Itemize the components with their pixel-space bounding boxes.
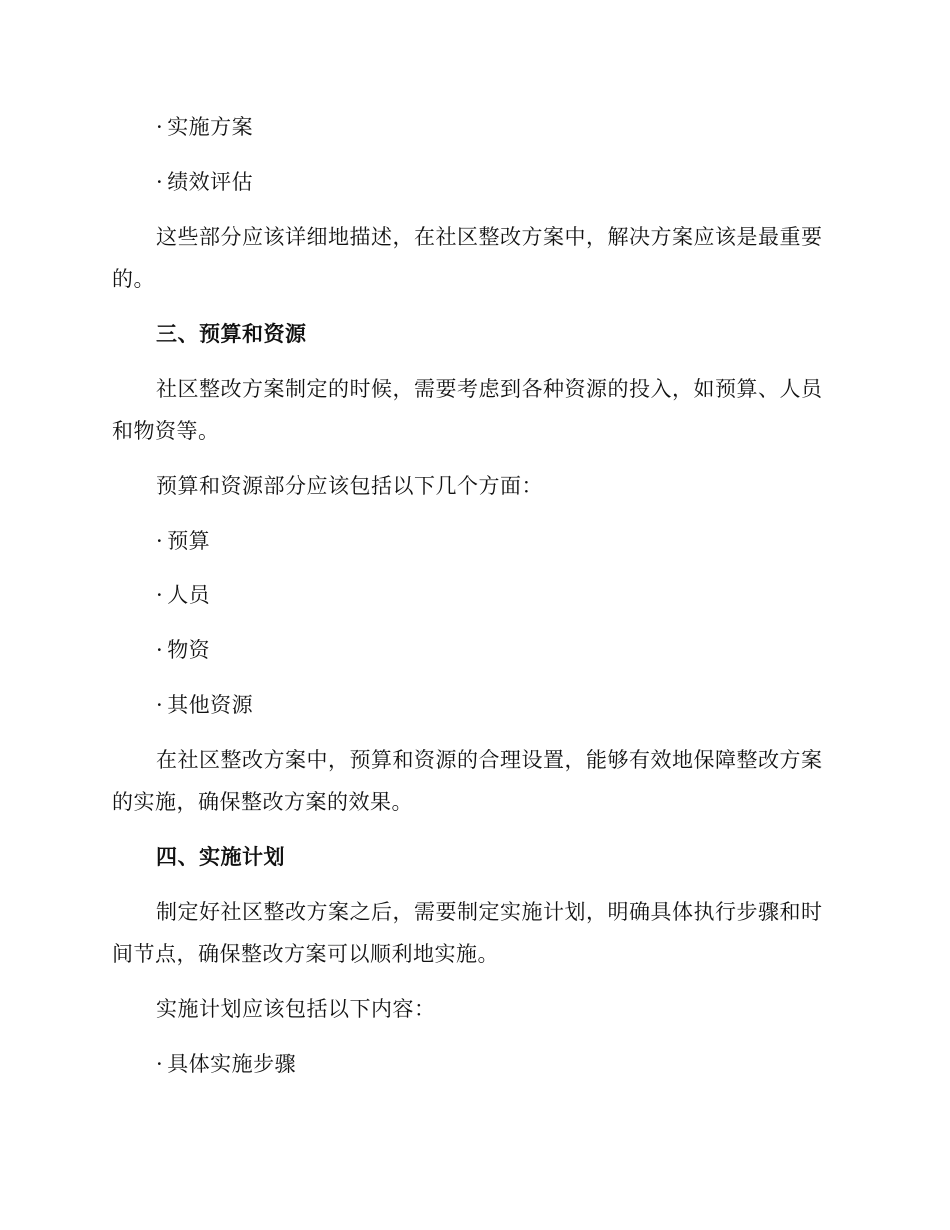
paragraph-line: 的实施，确保整改方案的效果。 [112,790,413,814]
paragraph-line: 社区整改方案制定的时候，需要考虑到各种资源的投入，如预算、人员 [156,377,823,401]
bullet-item [156,168,876,196]
bullet-dot: · [156,638,164,662]
bullet-text: 其他资源 [167,693,254,717]
bullet-text: 具体实施步骤 [167,1052,297,1076]
paragraph-line: 实施计划应该包括以下内容： [156,997,436,1021]
bullet-dot: · [156,1052,164,1076]
bullet-item [156,527,876,555]
bullet-item [156,691,876,719]
bullet-item [156,1050,876,1078]
paragraph-line: 的。 [112,267,155,291]
bullet-item [156,581,876,609]
bullet-dot: · [156,583,164,607]
bullet-text: 预算 [167,529,211,553]
paragraph-line: 制定好社区整改方案之后，需要制定实施计划，明确具体执行步骤和时 [156,900,823,924]
bullet-dot: · [156,693,164,717]
paragraph-line: 这些部分应该详细地描述，在社区整改方案中，解决方案应该是最重要 [156,225,823,249]
bullet-text: 实施方案 [167,115,254,139]
bullet-dot: · [156,115,164,139]
bullet-dot: · [156,170,164,194]
section-heading: 四、实施计划 [156,844,285,869]
section-heading: 三、预算和资源 [156,321,307,346]
paragraph-line: 间节点，确保整改方案可以顺利地实施。 [112,942,499,966]
bullet-text: 物资 [167,638,211,662]
paragraph-line: 和物资等。 [112,419,220,443]
bullet-text: 人员 [167,583,211,607]
paragraph-line: 在社区整改方案中，预算和资源的合理设置，能够有效地保障整改方案 [156,748,823,772]
bullet-dot: · [156,529,164,553]
bullet-item [156,636,876,664]
bullet-item [156,113,876,141]
paragraph-line: 预算和资源部分应该包括以下几个方面： [156,474,543,498]
bullet-text: 绩效评估 [167,170,254,194]
